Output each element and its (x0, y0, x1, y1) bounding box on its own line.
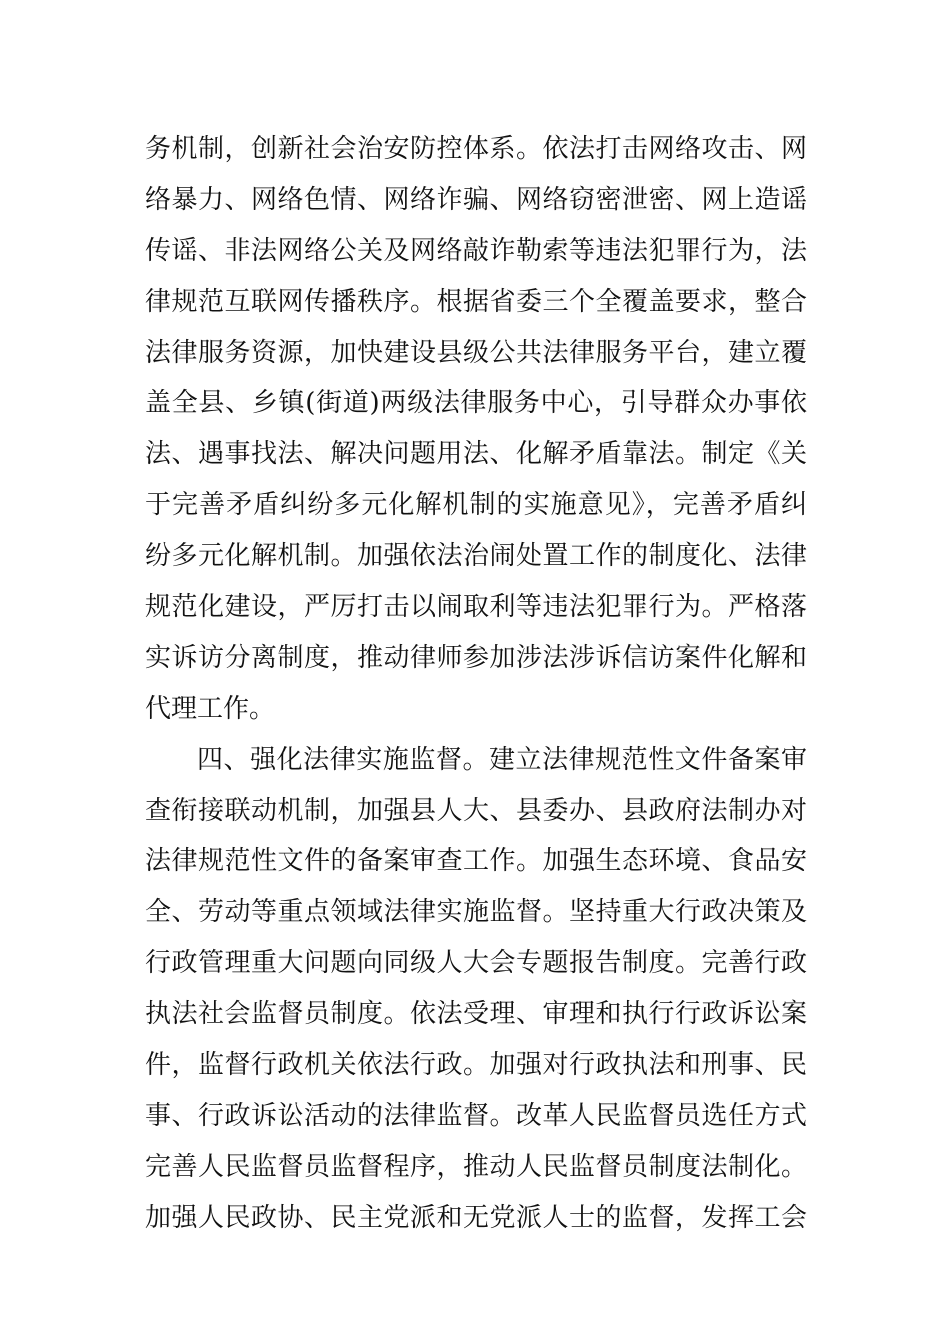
text-line: 查衔接联动机制，加强县人大、县委办、县政府法制办对 (145, 795, 807, 826)
text-line: 执法社会监督员制度。依法受理、审理和执行行政诉讼案 (145, 999, 807, 1030)
text-line: 行政管理重大问题向同级人大会专题报告制度。完善行政 (145, 948, 807, 979)
body-text (145, 124, 807, 1244)
text-line: 法、遇事找法、解决问题用法、化解矛盾靠法。制定《关 (145, 439, 807, 470)
text-line: 代理工作。 (145, 693, 276, 724)
text-line: 传谣、非法网络公关及网络敲诈勒索等违法犯罪行为，法 (145, 235, 807, 266)
text-line: 完善人民监督员监督程序，推动人民监督员制度法制化。 (145, 1151, 807, 1182)
text-line: 络暴力、网络色情、网络诈骗、网络窃密泄密、网上造谣 (145, 184, 807, 215)
text-line: 纷多元化解机制。加强依法治闹处置工作的制度化、法律 (145, 541, 807, 572)
text-line: 实诉访分离制度，推动律师参加涉法涉诉信访案件化解和 (145, 642, 807, 673)
text-line: 盖全县、乡镇(街道)两级法律服务中心，引导群众办事依 (145, 388, 807, 419)
paragraph-continuation (145, 124, 807, 735)
text-line: 规范化建设，严厉打击以闹取利等违法犯罪行为。严格落 (145, 592, 807, 623)
text-line: 法律规范性文件的备案审查工作。加强生态环境、食品安 (145, 846, 807, 877)
text-line: 法律服务资源，加快建设县级公共法律服务平台，建立覆 (145, 337, 807, 368)
text-line: 加强人民政协、民主党派和无党派人士的监督，发挥工会 (145, 1202, 807, 1233)
text-line: 于完善矛盾纠纷多元化解机制的实施意见》，完善矛盾纠 (145, 490, 807, 521)
text-line: 全、劳动等重点领域法律实施监督。坚持重大行政决策及 (145, 897, 807, 928)
paragraph-section-four (145, 735, 807, 1244)
section-heading-line: 四、强化法律实施监督。建立法律规范性文件备案审 (197, 744, 807, 775)
text-line: 件，监督行政机关依法行政。加强对行政执法和刑事、民 (145, 1050, 807, 1081)
text-line: 律规范互联网传播秩序。根据省委三个全覆盖要求，整合 (145, 286, 807, 317)
text-line: 事、行政诉讼活动的法律监督。改革人民监督员选任方式 (145, 1100, 807, 1131)
text-line: 务机制，创新社会治安防控体系。依法打击网络攻击、网 (145, 134, 807, 164)
